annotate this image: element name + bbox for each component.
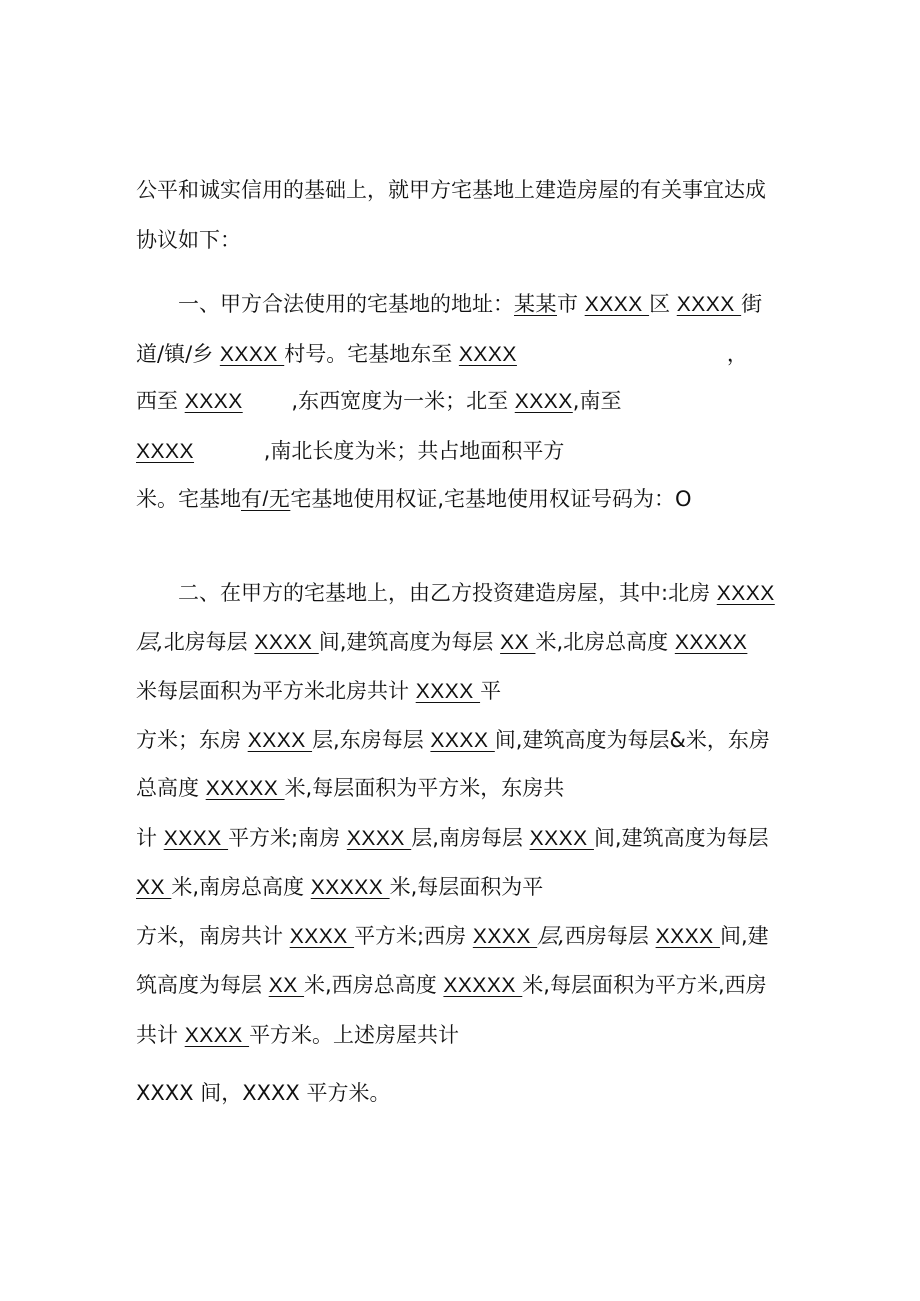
- text-run: 北房每层: [163, 630, 255, 654]
- text-run: 米,每层面积为平方米，东房共: [284, 776, 565, 800]
- text-line: [136, 225, 241, 255]
- text-run: 共计: [136, 1023, 185, 1047]
- text-run: 米,南房总高度: [171, 875, 311, 899]
- text-run: ，: [516, 342, 748, 366]
- underlined-field: XXXX: [247, 729, 313, 752]
- underlined-field: XXXX: [716, 582, 775, 605]
- text-run: 米,北房总高度: [535, 630, 675, 654]
- text-run: 方米；东房: [136, 728, 248, 752]
- text-line: [136, 676, 501, 707]
- text-run: 二、在甲方的宅基地上，由乙方投资建造房屋，其中:北房: [136, 581, 717, 605]
- underlined-field: XXXX: [346, 827, 412, 850]
- text-run: 间,建筑高度为每层: [593, 826, 769, 850]
- underlined-field: XXXX: [529, 827, 594, 850]
- underlined-field: XXXXX: [310, 876, 390, 899]
- text-line: [136, 1078, 390, 1108]
- text-run: 总高度: [136, 776, 206, 800]
- text-line: [136, 339, 748, 370]
- text-run: 平方米。上述房屋共计: [249, 1023, 460, 1047]
- underlined-field: XX: [136, 876, 172, 899]
- text-run: 层,东房每层: [312, 728, 431, 752]
- text-run: 道/镇/乡: [136, 342, 220, 366]
- underlined-field: XXXX: [254, 631, 319, 654]
- underlined-field: XXXX: [458, 343, 517, 366]
- underlined-field: 某某: [514, 293, 557, 316]
- underlined-field: XXXXX: [443, 974, 523, 997]
- text-line: [136, 289, 762, 320]
- text-run: 米。宅基地: [136, 487, 241, 511]
- text-line: [136, 725, 770, 756]
- underlined-field: 有/无: [241, 488, 291, 511]
- underlined-field: XXXX: [584, 293, 650, 316]
- underlined-field: XXXX: [136, 440, 195, 463]
- underlined-field: XXXX: [219, 343, 285, 366]
- text-run: 筑高度为每层: [136, 973, 269, 997]
- underlined-field: XXXX: [184, 390, 243, 413]
- text-line: [136, 921, 769, 952]
- text-run: 协议如下：: [136, 228, 241, 252]
- text-run: 一、甲方合法使用的宅基地的地址：: [136, 292, 514, 316]
- text-line: [136, 578, 775, 609]
- text-run: 西房每层: [564, 924, 656, 948]
- text-run: 米,西房总高度: [304, 973, 444, 997]
- text-run: 层,: [136, 630, 164, 654]
- underlined-field: XXXX: [184, 1024, 250, 1047]
- text-run: ,南至: [572, 389, 622, 413]
- underlined-field: XXXXX: [205, 777, 285, 800]
- underlined-field: XXXX: [655, 925, 720, 948]
- text-run: 米,每层面积为平: [389, 875, 544, 899]
- text-run: 区: [649, 292, 677, 316]
- underlined-field: XXXX: [514, 390, 573, 413]
- underlined-field: XX: [500, 631, 536, 654]
- text-run: 米,每层面积为平方米,西房: [522, 973, 767, 997]
- text-line: [136, 773, 564, 804]
- text-run: 层,: [537, 924, 565, 948]
- text-run: 公平和诚实信用的基础上，就甲方宅基地上建造房屋的有关事宜达成: [136, 178, 766, 202]
- text-line: [136, 1020, 459, 1051]
- underlined-field: XXXX: [289, 925, 355, 948]
- text-run: 平方米;西房: [354, 924, 473, 948]
- underlined-field: XXXX: [676, 293, 742, 316]
- underlined-field: XX: [268, 974, 305, 997]
- text-run: 村号。宅基地东至: [284, 342, 459, 366]
- underlined-field: XXXXX: [674, 631, 748, 654]
- text-run: XXXX 间，XXXX 平方米。: [136, 1081, 391, 1105]
- text-line: [136, 175, 766, 205]
- text-run: 间,建: [719, 924, 769, 948]
- text-line: [136, 436, 564, 467]
- text-run: 市: [557, 292, 585, 316]
- underlined-field: XXXX: [472, 925, 538, 948]
- underlined-field: XXXX: [415, 680, 481, 703]
- text-run: 平方米;南房: [228, 826, 347, 850]
- text-run: 街: [741, 292, 763, 316]
- text-run: 方米，南房共计: [136, 924, 290, 948]
- text-line: [136, 970, 767, 1001]
- text-run: ,东西宽度为一米；北至: [242, 389, 515, 413]
- underlined-field: XXXX: [430, 729, 495, 752]
- text-run: 宅基地使用权证,宅基地使用权证号码为：O: [290, 487, 692, 511]
- text-run: ,南北长度为米；共占地面积平方: [194, 439, 565, 463]
- text-run: 平: [480, 679, 502, 703]
- text-run: 计: [136, 826, 164, 850]
- text-line: [136, 386, 621, 417]
- text-run: 间,建筑高度为每层&米，东房: [494, 728, 770, 752]
- text-line: [136, 823, 769, 854]
- text-run: 米每层面积为平方米北房共计: [136, 679, 416, 703]
- text-line: [136, 872, 543, 903]
- underlined-field: XXXX: [163, 827, 229, 850]
- text-line: [136, 484, 692, 515]
- text-line: [136, 627, 747, 658]
- text-run: 西至: [136, 389, 185, 413]
- text-run: 间,建筑高度为每层: [318, 630, 501, 654]
- text-run: 层,南房每层: [411, 826, 530, 850]
